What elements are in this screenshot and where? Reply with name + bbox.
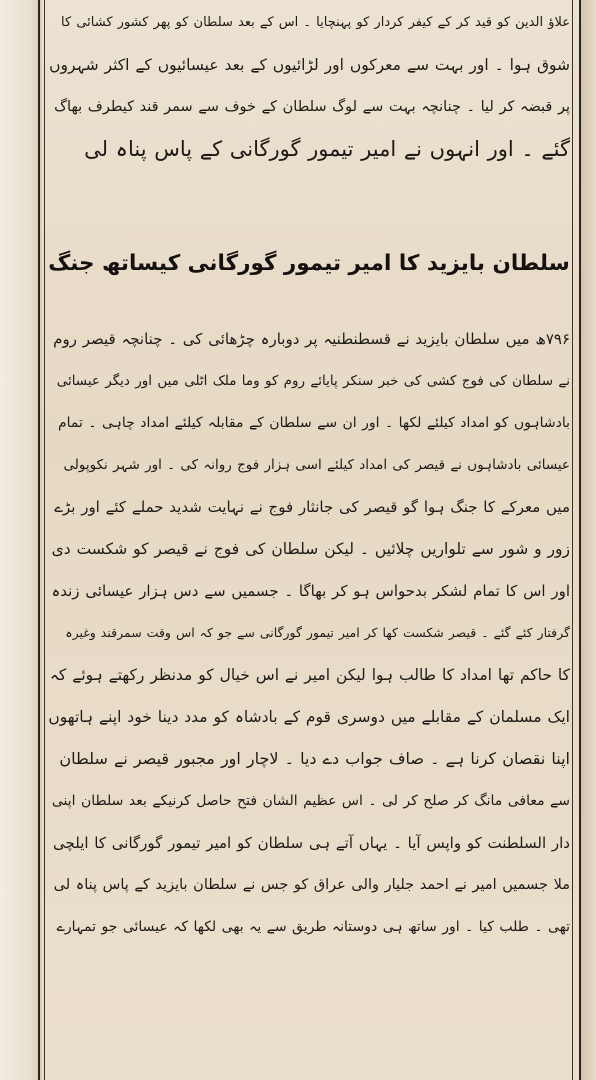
text-line: اور اس کا تمام لشکر بدحواس ہو کر بھاگا ۔ جسمیں سے دس ہزار عیسائی زندہ <box>51 582 570 600</box>
page-margin-left <box>0 0 42 1080</box>
border-rule-left-inner <box>44 0 45 1080</box>
text-line: میں معرکے کا جنگ ہوا گو قیصر کی جانثار فوج نے نہایت شدید حملے کئے اور بڑے <box>54 498 570 516</box>
text-line: تھی ۔ طلب کیا ۔ اور ساتھ ہی دوستانہ طریق سے یہ بھی لکھا کہ عیسائی جو تمہارے <box>56 919 570 935</box>
section-heading: سلطان بایزید کا امیر تیمور گورگانی کیساتھ جنگ <box>48 251 570 276</box>
text-line: کا حاکم تھا امداد کا طالب ہوا لیکن امیر نے اس خیال کو مدنظر رکھتے ہوئے کہ <box>49 666 570 684</box>
text-line: عیسائی بادشاہوں نے قیصر کی امداد کیلئے اسی ہزار فوج روانہ کی ۔ اور شہر نکوپولی <box>63 457 570 473</box>
text-line: ملا جسمیں امیر نے احمد جلیار والی عراق کو جس نے سلطان بایزید کے پاس پناہ لی <box>53 877 570 893</box>
page-margin-right <box>581 0 596 1080</box>
text-line: گئے ۔ اور انہوں نے امیر تیمور گورگانی کے پاس پناہ لی <box>84 137 570 161</box>
border-rule-left-outer <box>38 0 40 1080</box>
border-rule-right-inner <box>572 0 573 1080</box>
text-line: زور و شور سے تلواریں چلائیں ۔ لیکن سلطان کی فوج نے قیصر کو شکست دی <box>51 540 570 558</box>
text-line: پر قبضہ کر لیا ۔ چنانچہ بہت سے لوگ سلطان کے خوف سے سمر قند کیطرف بھاگ <box>54 99 570 115</box>
text-line: ۷۹۶ھ میں سلطان بایزید نے قسطنطنیہ پر دوبارہ چڑھائی کی ۔ چنانچہ قیصر روم <box>53 330 570 348</box>
body-paragraph <box>48 318 570 948</box>
intro-paragraph <box>48 2 570 170</box>
text-line: ایک مسلمان کے مقابلے میں دوسری قوم کے بادشاہ کو مدد دینا خود اپنے ہاتھوں <box>48 708 570 726</box>
text-line: بادشاہوں کو امداد کیلئے لکھا ۔ اور ان سے سلطان کے مقابلہ کیلئے امداد چاہی ۔ تمام <box>57 415 570 431</box>
text-line: اپنا نقصان کرنا ہے ۔ صاف جواب دے دیا ۔ لاچار اور مجبور قیصر نے سلطان <box>59 749 570 768</box>
text-line: دار السلطنت کو واپس آیا ۔ یہاں آتے ہی سلطان کو امیر تیمور گورگانی کا ایلچی <box>53 834 570 852</box>
text-line: نے سلطان کی فوج کشی کی خبر سنکر پایائے روم کو وما ملک اٹلی میں اور دیگر عیسائی <box>56 373 570 389</box>
text-line: شوق ہوا ۔ اور بہت سے معرکوں اور لڑائیوں کے بعد عیسائیوں کے اکثر شہروں <box>49 56 570 74</box>
text-line: علاؤ الدین کو قید کر کے کیفر کردار کو پہنچایا ۔ اس کے بعد سلطان کو پھر کشور کشائی کا <box>61 15 570 30</box>
text-line: سے معافی مانگ کر صلح کر لی ۔ اس عظیم الشان فتح حاصل کرنیکے بعد سلطان اپنی <box>51 793 570 809</box>
text-line: گرفتار کئے گئے ۔ قیصر شکست کھا کر امیر تیمور گورگانی سے جو کہ اس وقت سمرقند وغیرہ <box>65 625 570 640</box>
